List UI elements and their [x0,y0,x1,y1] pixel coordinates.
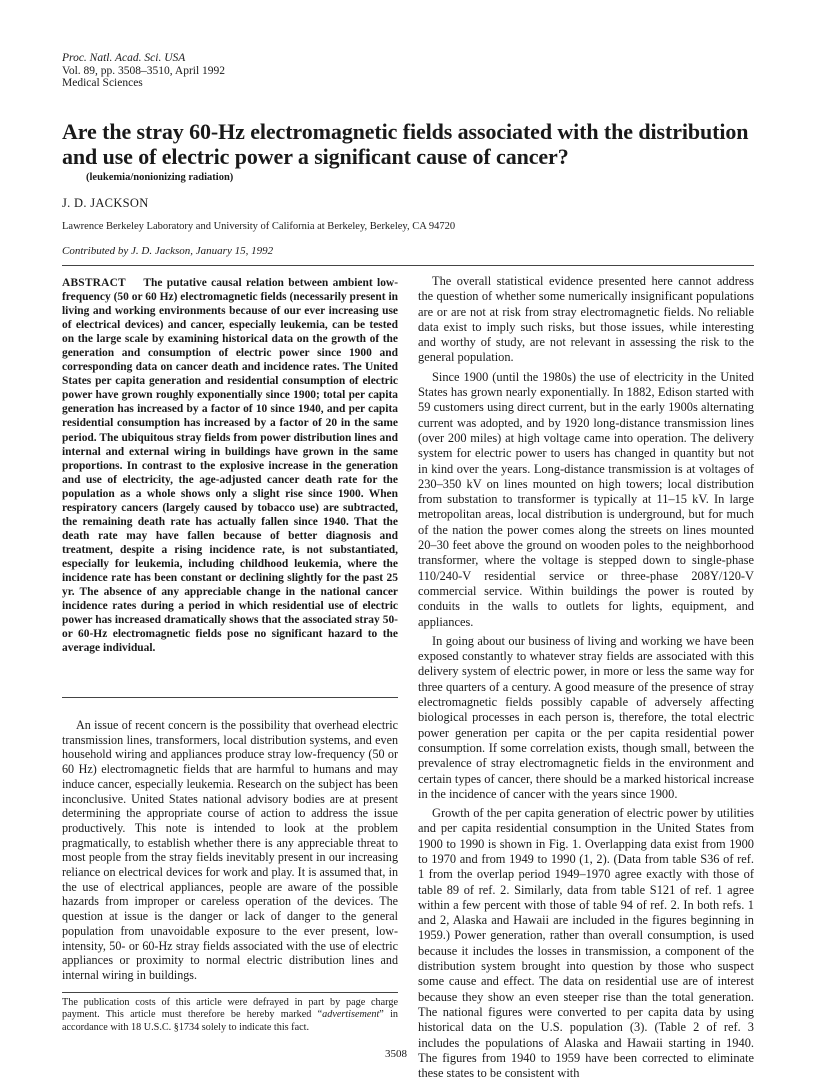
footnote-italic: advertisement [322,1009,380,1021]
body-paragraph: In going about our business of living and working we have been exposed constantly to whatever stray fields are associated with this delivery system of electric power, in more or less the same way for three quarters of a century. A good measure of the presence of stray electromagnetic fields possibly capable of adversely affecting biological processes in each person is, therefore, the total electric power generation per capita or the per capita residential power consumption. If some correlation exists, though small, between the prevalence of stray electromagnetic fields in the environment and certain types of cancer, there should be a marked historical increase in the incidence of cancer with the years since 1900. [418,633,754,801]
header-divider [62,265,754,266]
publication-footnote [62,997,398,1034]
intro-paragraph [62,718,398,983]
author: J. D. JACKSON [62,196,149,210]
body-paragraph: Growth of the per capita generation of electric power by utilities and per capita residential consumption in the United States from 1900 to 1990 is shown in Fig. 1. Overlapping data exist from 1900 to 1970 and from 1949 to 1990 (1, 2). (Data from table S36 of ref. 1 from the overlap period 1949–1970 agree exactly with those of table 89 of ref. 2. Similarly, data from table S121 of ref. 1 agree within a few percent with those of table 94 of ref. 2. In both refs. 1 and 2, Alaska and Hawaii are included in the figures beginning in 1959.) Power generation, rather than overall consumption, is used because it includes the losses in transmission, a component of the distribution system brought into question by those who suspect some cause and effect. The data on residential use are of interest because they show an even steeper rise than the total generation. The national figures were converted to per capita data by using historical data on the U.S. population (3). (Table 2 of ref. 3 includes the populations of Alaska and Hawaii starting in 1940. The figures from 1940 to 1959 have been corrected to eliminate these states to be consistent with [418,806,754,1081]
abstract-text: The putative causal relation between ambient low-frequency (50 or 60 Hz) electromagnetic fields (necessarily present in living and working environments because of our ever increasing use of electrical devices) and cancer, especially leukemia, can be tested on the large scale by examining historical data on the growth of the generation and consumption of electric power since 1900 and corresponding data on cancer death and incidence rates. The United States per capita generation and residential consumption of electric power have grown roughly exponentially since 1900; total per capita generation has increased by a factor of 10 since 1940, and per capita residential consumption has increased by a factor of 20 in the same period. The ubiquitous stray fields from power distribution lines and internal and external wiring in buildings have grown in the same proportions. In contrast to the explosive increase in the generation and use of electricity, the age-adjusted cancer death rate for the population as a whole shows only a slight rise since 1900. When respiratory cancers (largely caused by tobacco use) are subtracted, the remaining death rate has actually fallen since 1940. That the death rate may have fallen because of better diagnosis and treatment, despite a rising incidence rate, is not substantiated, especially for leukemia, including childhood leukemia, where the incidence rate has been constant or declining slightly for the past 25 yr. The absence of any appreciable change in the national cancer incidence rates during a period in which residential use of electric power has increased dramatically shows that the associated stray 50- or 60-Hz electromagnetic fields pose no significant hazard to the average individual. [62,277,399,655]
footnote-divider [62,992,398,993]
footnote-text-before: The publication costs of this article were defrayed in part by page charge payment. This article must therefore be hereby marked “ [62,997,398,1021]
abstract-label: ABSTRACT [62,277,126,289]
intro-text: An issue of recent concern is the possibility that overhead electric transmission lines, transformers, local distribution systems, and even household wiring and appliances produce stray low-frequency (50 or 60 Hz) electromagnetic fields that are harmful to humans and may induce cancer, especially leukemia. Research on the subject has been inconclusive. United States national advisory bodies are at present determining the appropriate course of action to address the issue productively. This note is intended to look at the problem pragmatically, to establish whether there is any appreciable threat to most people from the stray fields inevitably present in our increasing reliance on electrical devices for work and play. It is assumed that, in the use of electrical appliances, people are aware of the possible hazards from improper or careless operation of the devices. The question at issue is the danger or lack of danger to the general population from unavoidable exposure to the ever present, low-intensity, 50- or 60-Hz stray fields associated with the use of electric appliances or proximity to normal electric distribution lines and internal wiring in buildings. [62,718,398,982]
page-number: 3508 [385,1048,407,1060]
body-paragraph: The overall statistical evidence presented here cannot address the question of whether some numerically insignificant populations are or are not at risk from stray electromagnetic fields. No reliable data exist to imply such risks, but those issues, while interesting and worthy of study, are not relevant in assessing the risk to the general population. [418,274,754,365]
abstract [62,276,398,655]
journal-header [62,52,225,90]
abstract-divider [62,697,398,698]
footnote-text-after: ” in accordance with 18 U.S.C. §1734 solely to indicate this fact. [62,1009,398,1033]
volume-info: Vol. 89, pp. 3508–3510, April 1992 [62,64,226,77]
right-column [418,274,754,1081]
contributed-line: Contributed by J. D. Jackson, January 15, 1992 [62,245,274,257]
affiliation: Lawrence Berkeley Laboratory and University of California at Berkeley, Berkeley, CA 94720 [62,221,456,232]
keywords: (leukemia/nonionizing radiation) [86,172,234,183]
article-title: Are the stray 60-Hz electromagnetic fields associated with the distribution and use of electric power a significant cause of cancer? [62,119,749,169]
body-paragraph: Since 1900 (until the 1980s) the use of electricity in the United States has grown nearly exponentially. In 1882, Edison started with 59 customers using direct current, but in the early 1900s alternating current was adopted, and by 1920 long-distance transmission lines (over 200 miles) at high voltage came into operation. The delivery system for electric power to users has changed in quantity but not in kind over the years. Long-distance transmission is at voltages of 230–350 kV on lines mounted on high towers; local distribution from substation to transformer is typically at 11–15 kV. In large metropolitan areas, local distribution is underground, but for much of the nation the power comes along the streets on lines mounted 20–30 feet above the ground on wooden poles to the neighborhood transformer, where the voltage is stepped down to single-phase 110/240-V residential service or three-phase 208Y/120-V commercial service. Within buildings the power is routed by conduits in the walls to outlets for lights, equipment, and appliances. [418,369,754,629]
journal-section: Medical Sciences [62,77,143,89]
journal-name: Proc. Natl. Acad. Sci. USA [62,52,186,64]
